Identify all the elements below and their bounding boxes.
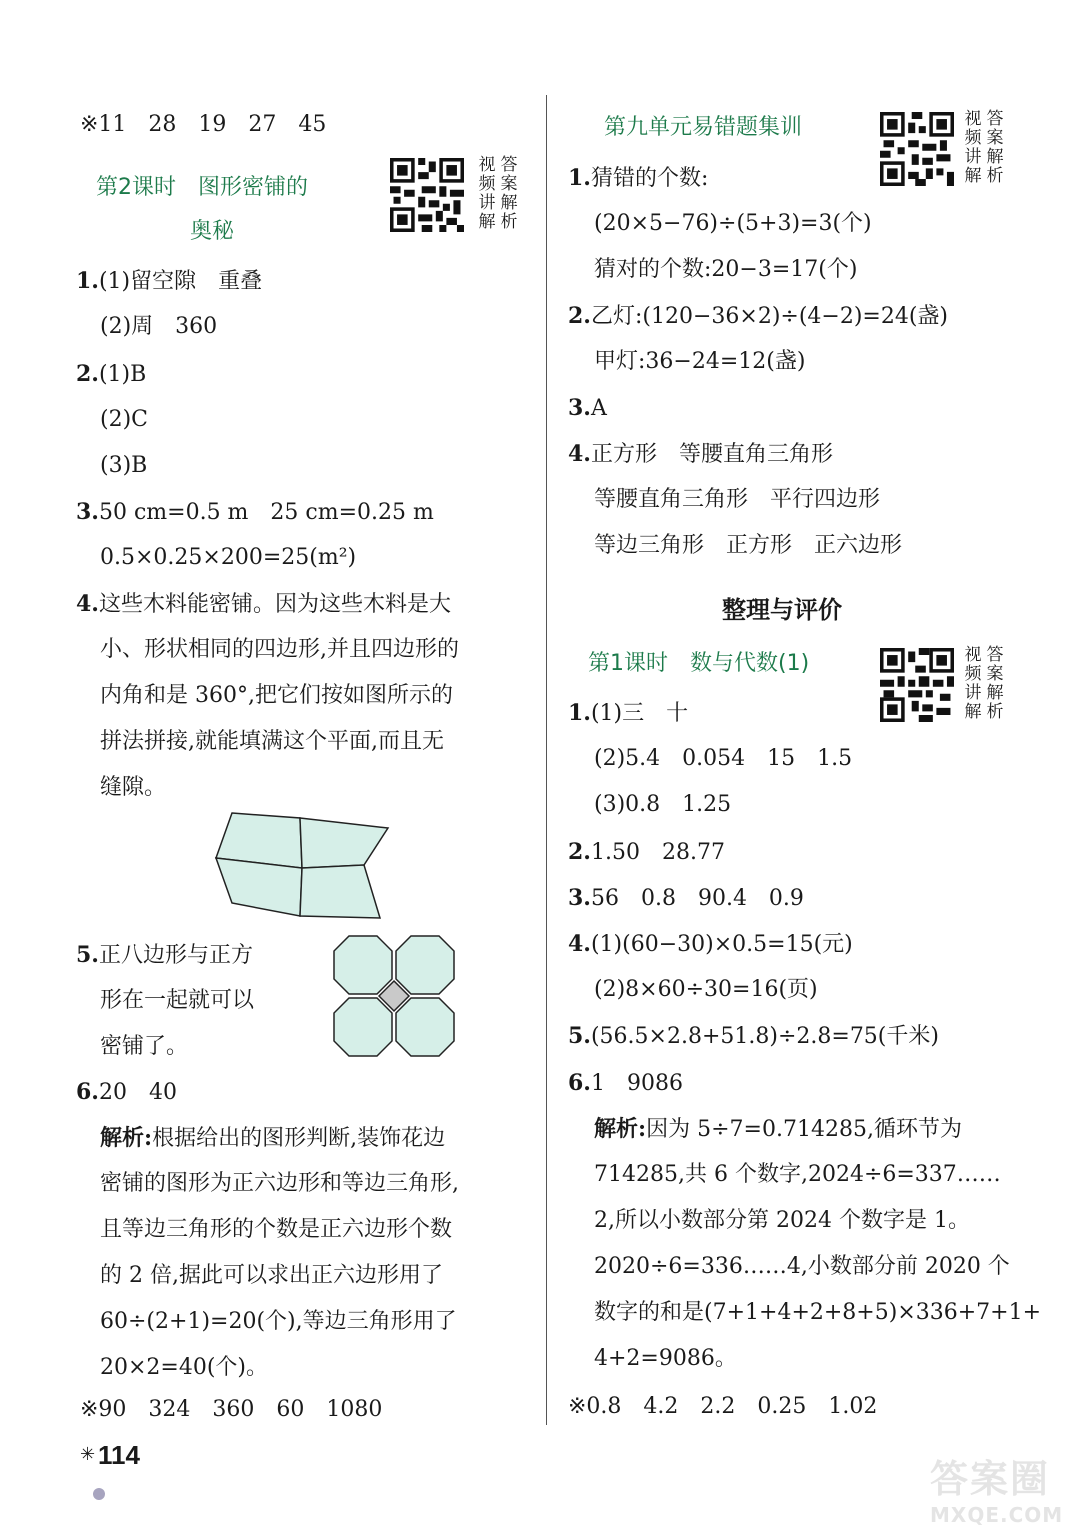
answer-line: 4.这些木料能密铺。因为这些木料是大 [76,591,451,617]
section-title: 整理与评价 [722,596,842,624]
answer-line: 1.猜错的个数: [568,165,709,191]
star-icon: ✳ [80,1444,96,1465]
qr-caption: 视 答 频 案 讲 解 解 析 [964,109,1004,186]
page-number: 114 [98,1440,140,1470]
answer-line: 猜对的个数:20−3=17(个) [594,257,858,282]
answer-line: 形在一起就可以 [100,988,255,1013]
qr-code-icon[interactable] [880,648,954,722]
answer-line: (2)8×60÷30=16(页) [594,977,818,1002]
answer-line: 等边三角形 正方形 正六边形 [594,533,903,558]
answer-line: 3.A [568,395,607,421]
qr-code-icon[interactable] [880,112,954,186]
page-dot-icon [93,1488,105,1500]
answer-line: 1.(1)留空隙 重叠 [76,268,263,294]
watermark-url: MXQE.COM [930,1503,1064,1527]
unit-title: 第九单元易错题集训 [604,115,803,140]
answer-line: 3.50 cm=0.5 m 25 cm=0.25 m [76,499,434,525]
answer-line: 5.(56.5×2.8+51.8)÷2.8=75(千米) [568,1023,939,1049]
lesson-title: 第1课时 数与代数(1) [588,651,810,676]
star-answers-top: ※11 28 19 27 45 [80,112,327,137]
analysis-line: 2,所以小数部分第 2024 个数字是 1。 [594,1208,970,1233]
analysis-line: 数字的和是(7+1+4+2+8+5)×336+7+1+ [594,1300,1042,1325]
analysis-line: 的 2 倍,据此可以求出正六边形用了 [100,1263,443,1288]
qr-caption: 视 答 频 案 讲 解 解 析 [478,155,518,232]
answer-line: 6.1 9086 [568,1070,683,1096]
answer-line: (2)周 360 [100,314,218,339]
qr-caption: 视 答 频 案 讲 解 解 析 [964,645,1004,722]
qr-code-icon[interactable] [390,158,464,232]
analysis-line: 解析:根据给出的图形判断,装饰花边 [100,1125,446,1151]
answer-line: 缝隙。 [100,775,167,800]
answer-line: 2.1.50 28.77 [568,839,725,865]
answer-line: (3)B [100,453,148,478]
analysis-line: 20×2=40(个)。 [100,1355,269,1380]
answer-line: 0.5×0.25×200=25(m²) [100,545,357,570]
answer-line: 拼法拼接,就能填满这个平面,而且无 [100,729,444,754]
answer-line: (2)C [100,407,148,432]
analysis-line: 且等边三角形的个数是正六边形个数 [100,1217,453,1242]
lesson-title: 第2课时 图形密铺的 [96,175,308,200]
analysis-line: 60÷(2+1)=20(个),等边三角形用了 [100,1309,457,1334]
answer-line: 3.56 0.8 90.4 0.9 [568,885,804,911]
answer-line: 1.(1)三 十 [568,700,689,726]
answer-line: 5.正八边形与正方 [76,942,253,968]
star-answers-bottom: ※0.8 4.2 2.2 0.25 1.02 [568,1394,878,1419]
watermark-logo [930,1448,1070,1528]
answer-line: 4.正方形 等腰直角三角形 [568,441,833,467]
answer-line: 2.(1)B [76,361,147,387]
analysis-line: 密铺的图形为正六边形和等边三角形, [100,1171,459,1196]
watermark-text: 答案圈 [930,1457,1051,1501]
analysis-line: 解析:因为 5÷7=0.714285,循环节为 [594,1116,962,1142]
analysis-line: 4+2=9086。 [594,1346,737,1371]
answer-line: 等腰直角三角形 平行四边形 [594,487,881,512]
answer-line: (2)5.4 0.054 15 1.5 [594,746,853,771]
octagon-square-tiling-figure [332,934,456,1058]
answer-line: 4.(1)(60−30)×0.5=15(元) [568,931,853,957]
quadrilateral-tiling-figure [212,808,392,923]
answer-line: (20×5−76)÷(5+3)=3(个) [594,211,872,236]
column-divider [546,95,547,1425]
answer-line: 甲灯:36−24=12(盏) [594,349,806,374]
answer-line: (3)0.8 1.25 [594,792,732,817]
analysis-line: 2020÷6=336……4,小数部分前 2020 个 [594,1254,1010,1279]
answer-line: 6.20 40 [76,1079,177,1105]
answer-line: 密铺了。 [100,1034,189,1059]
lesson-title-cont: 奥秘 [190,219,235,244]
analysis-line: 714285,共 6 个数字,2024÷6=337…… [594,1162,1001,1187]
star-answers-bottom: ※90 324 360 60 1080 [80,1397,383,1422]
answer-line: 2.乙灯:(120−36×2)÷(4−2)=24(盏) [568,303,949,329]
answer-line: 内角和是 360°,把它们按如图所示的 [100,683,453,708]
answer-line: 小、形状相同的四边形,并且四边形的 [100,637,459,662]
